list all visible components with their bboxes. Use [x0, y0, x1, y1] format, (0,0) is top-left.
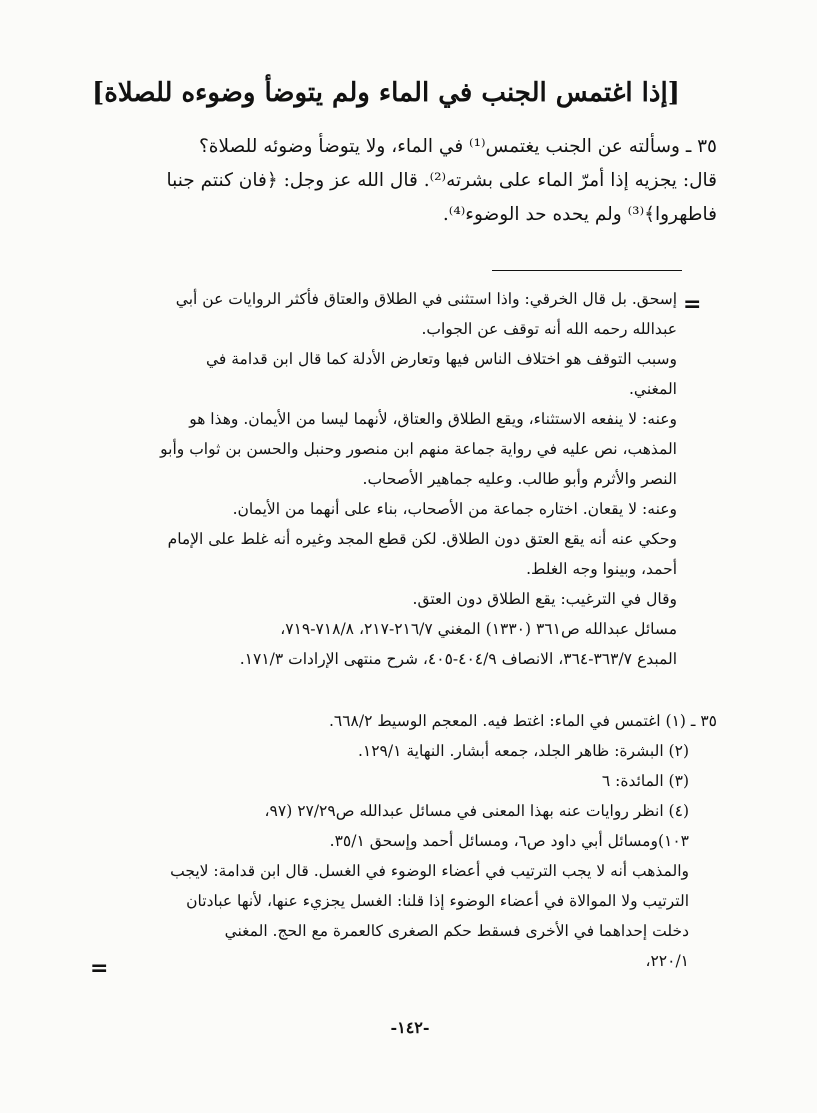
footnote-line: ٢٢٠/١، — [645, 952, 689, 970]
continuation-marker-top: = — [683, 292, 702, 317]
footnote-line: الترتيب ولا الموالاة في أعضاء الوضوء إذا قلنا: الغسل يجزيء عنها، لأنها عبادتان — [186, 892, 689, 910]
footnote-line: (٤) انظر روايات عنه بهذا المعنى في مسائل عبدالله ص٢٧/٢٩ (٩٧، — [264, 802, 689, 820]
note-line: المذهب، نص عليه في رواية جماعة منهم ابن منصور وحنبل والحسن بن ثواب وأبو — [160, 440, 677, 458]
main-text-line: فاطهروا﴾⁽³⁾ ولم يحده حد الوضوء⁽⁴⁾. — [442, 204, 717, 225]
note-line: وسبب التوقف هو اختلاف الناس فيها وتعارض الأدلة كما قال ابن قدامة في — [205, 350, 677, 368]
note-line: وقال في الترغيب: يقع الطلاق دون العتق. — [412, 590, 677, 608]
continued-notes — [117, 284, 677, 674]
note-line: وعنه: لا يقعان. اختاره جماعة من الأصحاب، بناء على أنهما من الأيمان. — [232, 500, 677, 518]
footnote-line: ٣٥ ـ (١) اغتمس في الماء: اغتط فيه. المعجم الوسيط ٦٦٨/٢. — [328, 712, 717, 730]
note-line: المبدع ٣٦٣/٧-٣٦٤، الانصاف ٤٠٤/٩-٤٠٥، شرح منتهى الإرادات ١٧١/٣. — [239, 650, 677, 668]
footnote-line: دخلت إحداهما في الأخرى فسقط حكم الصغرى كالعمرة مع الحج. المغني — [224, 922, 689, 940]
note-line: أحمد، وبينوا وجه الغلط. — [526, 560, 677, 578]
footnote-line: والمذهب أنه لا يجب الترتيب في أعضاء الوضوء في الغسل. قال ابن قدامة: لايجب — [170, 862, 689, 880]
note-line: مسائل عبدالله ص٣٦١ (١٣٣٠) المغني ٢١٦/٧-٢١٧، ٧١٨/٨-٧١٩، — [280, 620, 677, 638]
note-line: إسحق. بل قال الخرقي: واذا استثنى في الطلاق والعتاق فأكثر الروايات عن أبي — [175, 290, 677, 308]
note-line: وعنه: لا ينفعه الاستثناء، ويقع الطلاق والعتاق، لأنهما ليسا من الأيمان. وهذا هو — [189, 410, 677, 428]
footnotes — [97, 706, 717, 976]
main-text — [107, 130, 717, 232]
note-line: المغني. — [629, 380, 677, 398]
note-line: وحكي عنه أنه يقع العتق دون الطلاق. لكن قطع المجد وغيره أنه غلط على الإمام — [167, 530, 677, 548]
main-text-line: ٣٥ ـ وسألته عن الجنب يغتمس⁽¹⁾ في الماء، ولا يتوضأ وضوئه للصلاة؟ — [198, 136, 717, 157]
page-number: -١٤٢- — [390, 1018, 430, 1037]
continuation-marker-bottom: = — [90, 956, 109, 981]
section-heading: [إذا اغتمس الجنب في الماء ولم يتوضأ وضوءه للصلاة] — [91, 78, 680, 108]
main-text-line: قال: يجزيه إذا أمرّ الماء على بشرته⁽²⁾. قال الله عز وجل: ﴿فان كنتم جنبا — [166, 170, 717, 191]
footnote-line: (٣) المائدة: ٦ — [601, 772, 689, 790]
note-line: عبدالله رحمه الله أنه توقف عن الجواب. — [421, 320, 677, 338]
footnote-separator — [492, 270, 682, 271]
footnote-line: (٢) البشرة: ظاهر الجلد، جمعه أبشار. النهاية ١٢٩/١. — [357, 742, 689, 760]
note-line: النصر والأثرم وأبو طالب. وعليه جماهير الأصحاب. — [362, 470, 677, 488]
footnote-line: ١٠٣)ومسائل أبي داود ص٦، ومسائل أحمد وإسحق ٣٥/١. — [329, 832, 689, 850]
